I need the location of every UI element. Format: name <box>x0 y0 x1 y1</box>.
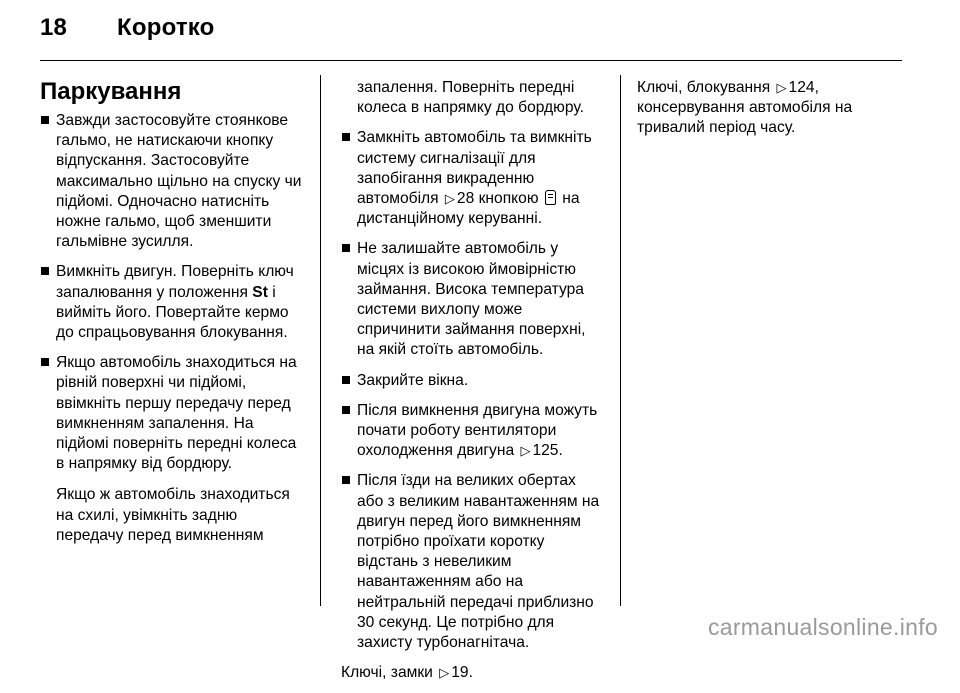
cross-reference-paragraph: Ключі, блокування ▷ 124, консервування автомобіля на тривалий період часу. <box>637 79 853 137</box>
bullet-square-icon <box>342 133 350 141</box>
list-item-text: Вимкніть двигун. Поверніть ключ запалювання у положення <box>56 263 294 301</box>
list-item-text: Закрийте вікна. <box>357 371 469 389</box>
watermark: carmanualsonline.info <box>707 614 938 640</box>
bullet-square-icon <box>342 406 350 414</box>
reference-arrow-icon[interactable]: ▷ <box>439 665 450 681</box>
list-item-text: Якщо автомобіль знаходиться на рівній поверхні чи підйомі, ввімкніть першу передачу перед вимкненням запалення. На підйомі поверніть передні колеса в напрямку від бордюру. <box>56 354 297 473</box>
list-item-text: . <box>558 442 563 460</box>
list-item <box>341 239 606 360</box>
section-title: Паркування <box>40 78 182 105</box>
parking-bullet-list-1 <box>40 111 308 546</box>
list-item-text: кнопкою <box>474 190 543 208</box>
bullet-square-icon <box>41 116 49 124</box>
list-item <box>341 401 606 462</box>
list-item <box>40 353 308 546</box>
page-number: 18 <box>40 14 68 41</box>
list-item <box>341 471 606 653</box>
chapter-title: Коротко <box>117 14 215 41</box>
bullet-square-icon <box>342 376 350 384</box>
header-divider <box>40 60 902 61</box>
cross-reference-paragraph: Ключі, замки ▷ 19. <box>341 663 606 683</box>
list-item-subparagraph: Якщо ж автомобіль знаходиться на схилі, увімкніть задню передачу перед вимкненням <box>56 486 290 544</box>
bullet-square-icon <box>41 267 49 275</box>
column-2 <box>341 78 606 693</box>
bullet-square-icon <box>342 476 350 484</box>
page-reference[interactable]: 124 <box>788 79 815 96</box>
continuation-text: запалення. Поверніть передні колеса в напрямку до бордюру. <box>357 79 584 117</box>
reference-arrow-icon[interactable]: ▷ <box>444 191 455 207</box>
list-item <box>40 262 308 343</box>
parking-bullet-list-2 <box>341 128 606 653</box>
column-3 <box>637 78 902 149</box>
list-item-text: Замкніть автомобіль та вимкніть систему сигналізації для запобігання викраденню автомобіля <box>357 129 592 208</box>
list-item-text: Після їзди на великих обертах або з великим навантаженням на двигун перед його вимкненням потрібно проїхати коротку відстань з невеликим навантаженням або на нейтральній передачі приблизно 30 секунд. Це потрібно для захисту турбонагнітача. <box>357 472 600 652</box>
list-item-text: Завжди застосовуйте стоянкове гальмо, не натискаючи кнопку відпускання. Застосовуйте максимально щільно на спуску чи підйомі. Одночасно натисніть ножне гальмо, щоб зменшити гальмівне зусилля. <box>56 112 302 251</box>
list-item-text: на дистанційному керуванні. <box>357 190 580 228</box>
page-header <box>40 14 215 54</box>
bullet-square-icon <box>342 244 350 252</box>
reference-arrow-icon[interactable]: ▷ <box>776 80 787 95</box>
list-item <box>341 371 606 391</box>
list-item <box>40 111 308 252</box>
bullet-square-icon <box>41 358 49 366</box>
list-item-text: Після вимкнення двигуна можуть почати роботу вентилятори охолодження двигуна <box>357 401 598 460</box>
remote-lock-icon <box>545 190 556 205</box>
list-item-text: Не залишайте автомобіль у місцях із високою ймовірністю займання. Висока температура системи вихлопу може спричинити займання поверхні, на якій стоїть автомобіль. <box>357 240 586 359</box>
column-divider-1 <box>320 75 321 606</box>
page-reference[interactable]: 19 <box>451 664 469 682</box>
column-1 <box>40 78 308 556</box>
ignition-position-label: St <box>252 283 268 301</box>
list-item <box>341 128 606 229</box>
column-divider-2 <box>620 75 621 606</box>
page-reference[interactable]: 125 <box>532 442 559 460</box>
reference-arrow-icon[interactable]: ▷ <box>520 443 531 459</box>
list-item-text: і вийміть його. Повертайте кермо до спрацьовування блокування. <box>56 283 289 342</box>
page-reference[interactable]: 28 <box>456 190 475 208</box>
